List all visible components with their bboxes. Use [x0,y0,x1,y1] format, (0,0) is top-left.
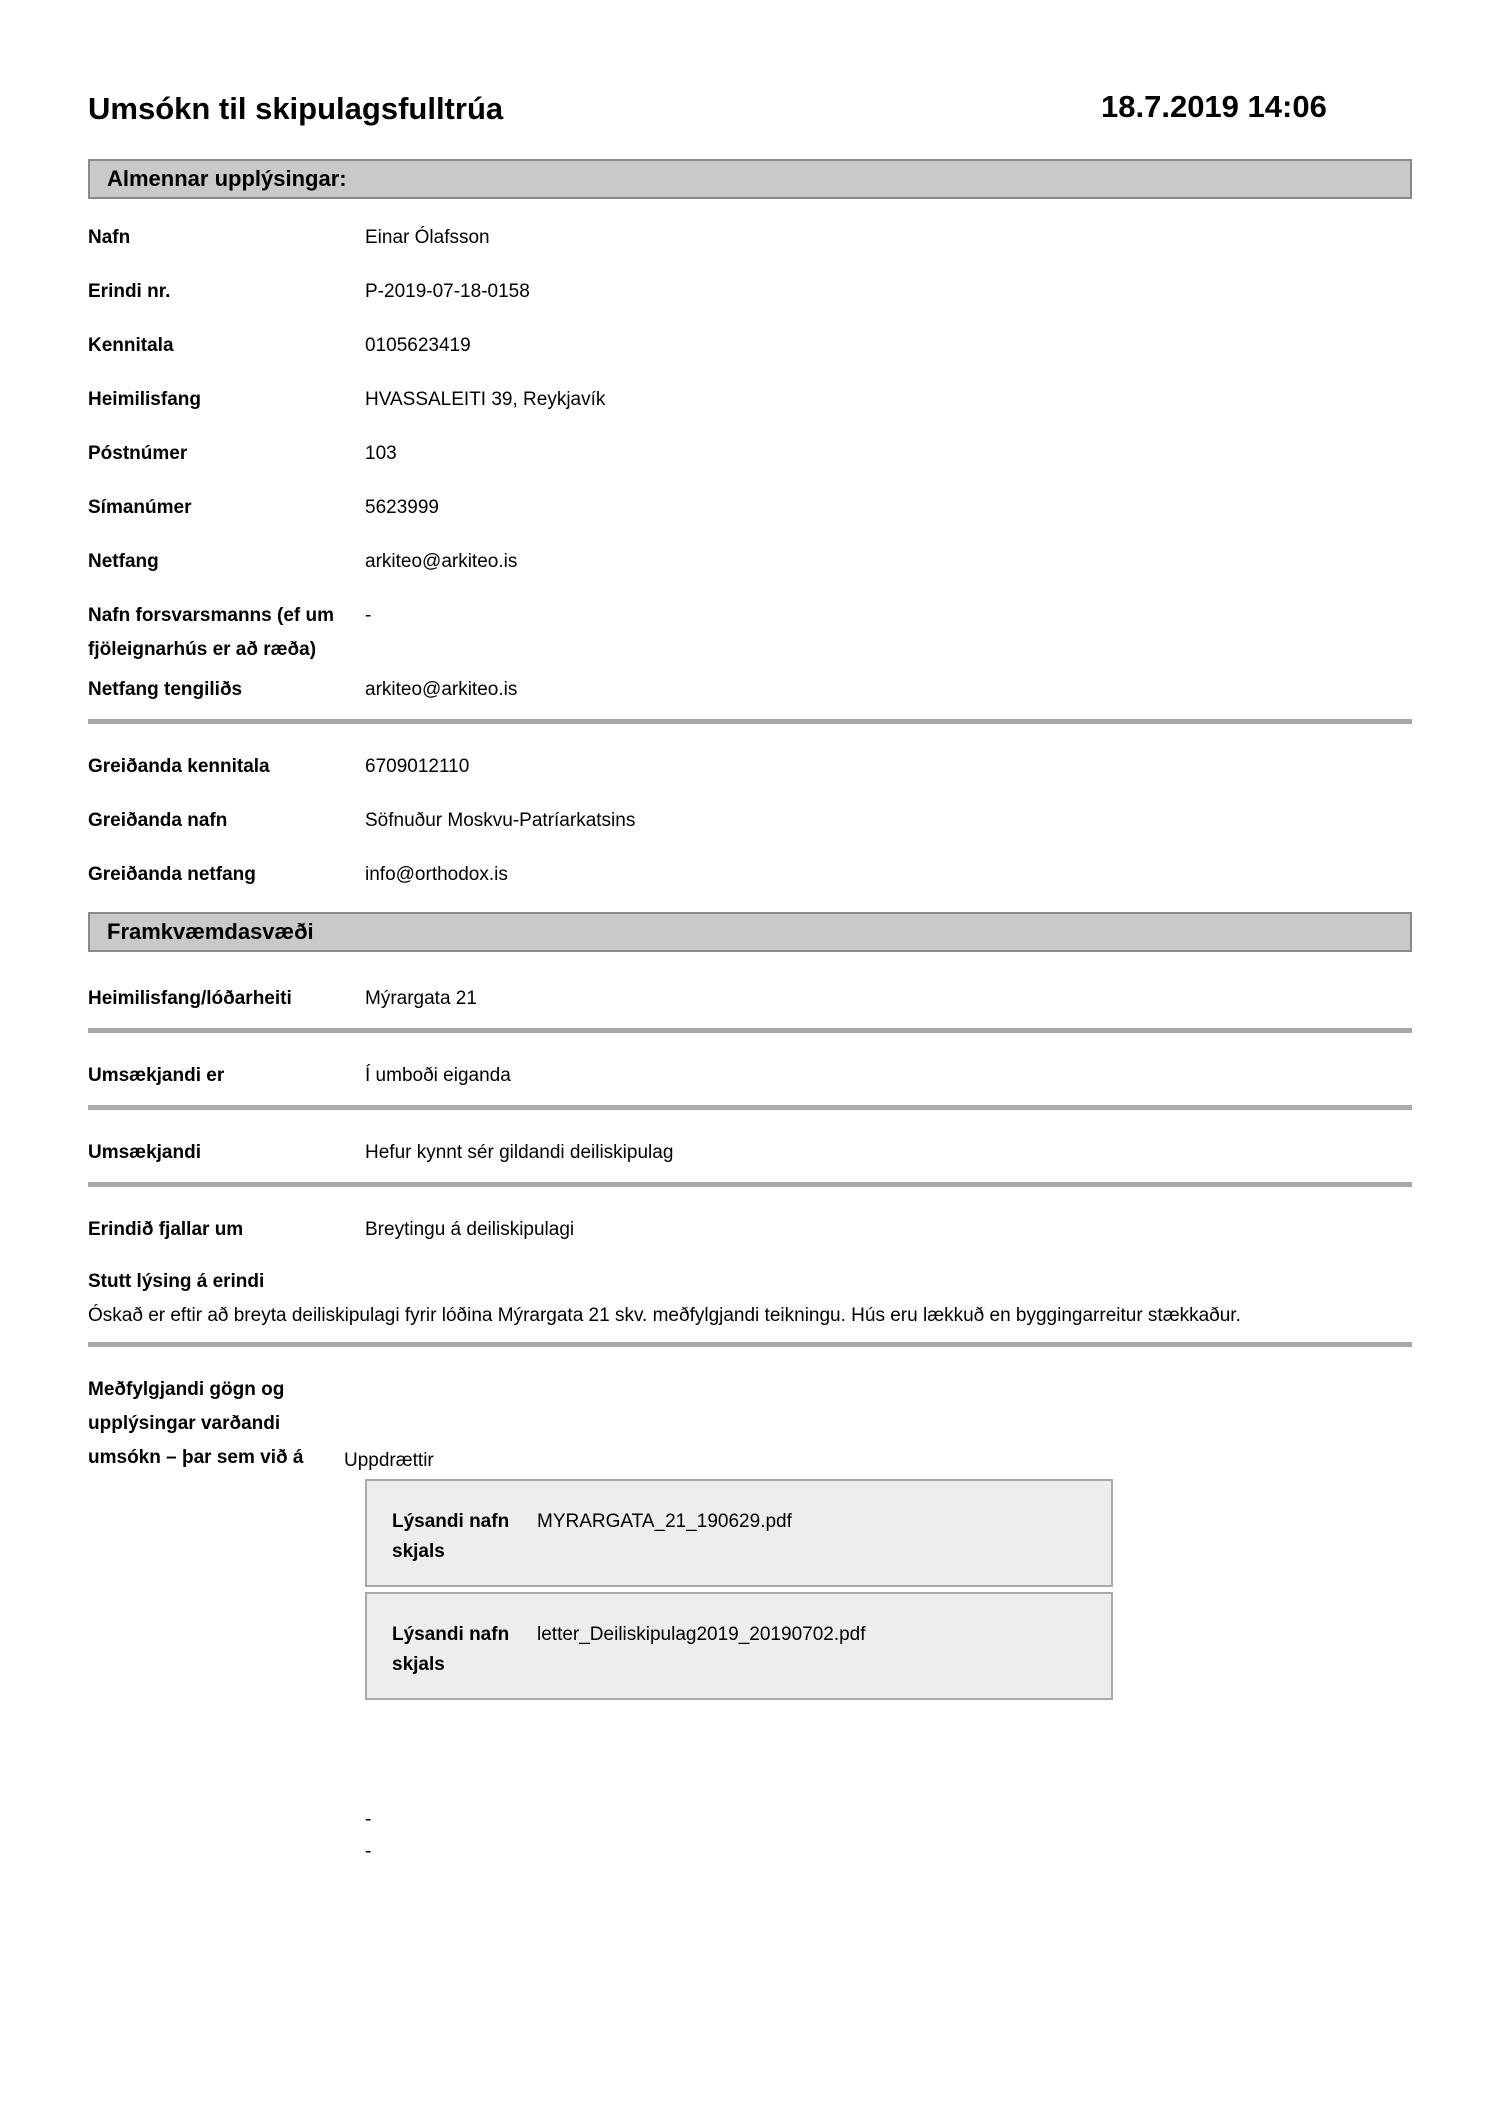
field-value: Hefur kynnt sér gildandi deiliskipulag [365,1142,674,1163]
divider [88,1105,1412,1110]
attachments-label: Meðfylgjandi gögn og upplýsingar varðandi umsókn – þar sem við á [88,1379,304,1468]
field-row-heimilisfang [88,383,1412,417]
description-label: Stutt lýsing á erindi [88,1271,265,1292]
file-name: MYRARGATA_21_190629.pdf [537,1511,792,1532]
payer-fields [88,750,1412,892]
field-row-erindid-fjallar-um [88,1213,1412,1247]
page-title: Umsókn til skipulagsfulltrúa [88,91,504,126]
section-heading-label: Framkvæmdasvæði [107,919,314,944]
field-label: Kennitala [88,335,174,356]
field-label: Netfang tengiliðs [88,679,243,700]
section-heading-label: Almennar upplýsingar: [107,166,347,191]
trailing-placeholders [365,1804,1412,1868]
field-value: P-2019-07-18-0158 [365,281,530,302]
section-heading-project-area [88,912,1412,952]
field-label: Umsækjandi er [88,1065,225,1086]
field-row-greidanda-kennitala [88,750,1412,784]
field-row-nafn [88,221,1412,255]
placeholder-dash: - [365,1809,372,1830]
field-label: Heimilisfang [88,389,201,410]
field-row-netfang-tengilids [88,673,1412,707]
attachment-file-box [365,1592,1113,1700]
field-value: HVASSALEITI 39, Reykjavík [365,389,606,410]
field-value: Mýrargata 21 [365,988,477,1009]
field-row-netfang [88,545,1412,579]
file-label: Lýsandi nafn skjals [392,1624,510,1675]
field-row-umsaekjandi [88,1136,1412,1170]
field-label: Nafn forsvarsmanns (ef um fjöleignarhús er að ræða) [88,605,335,660]
field-row-erindi-nr [88,275,1412,309]
field-label: Greiðanda netfang [88,864,256,885]
file-label: Lýsandi nafn skjals [392,1511,510,1562]
field-label: Símanúmer [88,497,192,518]
field-row-simanumer [88,491,1412,525]
field-label: Heimilisfang/lóðarheiti [88,988,292,1009]
field-row-umsaekjandi-er [88,1059,1412,1093]
document-timestamp: 18.7.2019 14:06 [1101,89,1327,124]
field-value: Breytingu á deiliskipulagi [365,1219,575,1240]
field-row-lodarheiti [88,982,1412,1016]
section-heading-general-info [88,159,1412,199]
attachments-group-label: Uppdrættir [344,1450,434,1471]
field-label: Umsækjandi [88,1142,201,1163]
field-value: arkiteo@arkiteo.is [365,679,518,700]
divider [88,719,1412,724]
field-value: Einar Ólafsson [365,227,490,248]
divider [88,1342,1412,1347]
divider [88,1182,1412,1187]
field-value: 103 [365,443,397,464]
field-value: Í umboði eiganda [365,1065,511,1086]
attachments-content [344,1373,1412,1868]
field-label: Netfang [88,551,159,572]
field-label: Erindið fjallar um [88,1219,244,1240]
placeholder-dash: - [365,1841,372,1862]
field-row-greidanda-nafn [88,804,1412,838]
field-label: Greiðanda nafn [88,810,228,831]
general-info-fields [88,221,1412,707]
divider [88,1028,1412,1033]
file-name: letter_Deiliskipulag2019_20190702.pdf [537,1624,866,1645]
field-value: 0105623419 [365,335,471,356]
field-value: - [365,605,372,626]
description-block [88,1265,1412,1333]
attachment-file-box [365,1479,1113,1587]
field-row-greidanda-netfang [88,858,1412,892]
field-row-postnumer [88,437,1412,471]
field-label: Greiðanda kennitala [88,756,270,777]
field-row-nafn-forsvarsmanns [88,599,1412,667]
field-value: 6709012110 [365,756,470,777]
attachments-section [88,1373,1412,1868]
field-value: 5623999 [365,497,439,518]
description-text: Óskað er eftir að breyta deiliskipulagi fyrir lóðina Mýrargata 21 skv. meðfylgjandi teikningu. Hús eru lækkuð en byggingarreitur stækkaður. [88,1305,1241,1326]
field-label: Erindi nr. [88,281,171,302]
field-value: arkiteo@arkiteo.is [365,551,518,572]
document-header [88,0,1412,130]
field-row-kennitala [88,329,1412,363]
field-label: Póstnúmer [88,443,188,464]
field-label: Nafn [88,227,131,248]
field-value: Söfnuður Moskvu-Patríarkatsins [365,810,636,831]
field-value: info@orthodox.is [365,864,508,885]
